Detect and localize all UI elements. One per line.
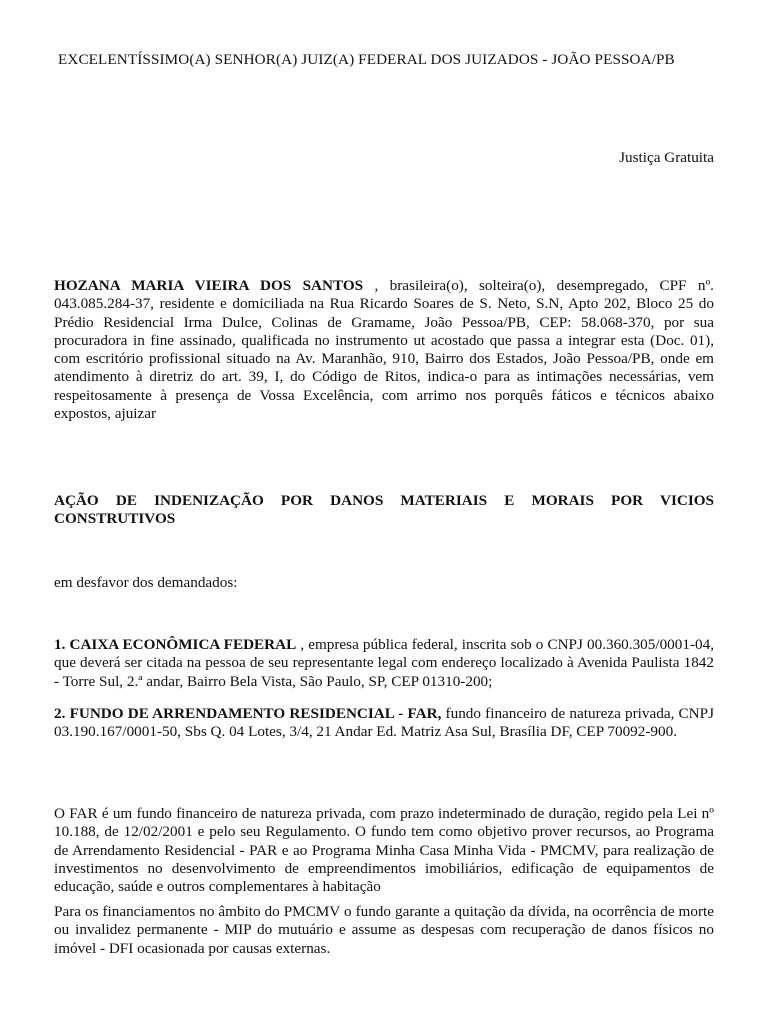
defendant-2-paragraph [54, 705, 714, 742]
court-header: EXCELENTÍSSIMO(A) SENHOR(A) JUIZ(A) FEDERAL DOS JUIZADOS - JOÃO PESSOA/PB [58, 51, 675, 68]
defendant-1-text: , empresa pública federal, inscrita sob o CNPJ 00.360.305/0001-04, que deverá ser citada na pessoa de seu representante legal com endereço localizado à Avenida Paulista 1842 - Torre Sul, 2.ª andar, Bairro Bela Vista, São Paulo, SP, CEP 01310-200; [54, 636, 714, 690]
defendant-1-paragraph [54, 636, 714, 691]
defendant-1-name: 1. CAIXA ECONÔMICA FEDERAL [54, 636, 297, 653]
desfavor-line: em desfavor dos demandados: [54, 574, 238, 591]
defendant-2-name: 2. FUNDO DE ARRENDAMENTO RESIDENCIAL - FAR, [54, 705, 442, 722]
justica-gratuita-label: Justiça Gratuita [619, 149, 714, 166]
action-title-text: AÇÃO DE INDENIZAÇÃO POR DANOS MATERIAIS E MORAIS POR VICIOS CONSTRUTIVOS [54, 492, 714, 528]
financing-paragraph: Para os financiamentos no âmbito do PMCMV o fundo garante a quitação da dívida, na ocorrência de morte ou invalidez permanente - MIP do mutuário e assume as despesas com recuperação de danos físicos no imóvel - DFI ocasionada por causas externas. [54, 903, 714, 957]
action-title [54, 492, 714, 529]
plaintiff-qualification-text: , brasileira(o), solteira(o), desempregado, CPF nº. 043.085.284-37, residente e domiciliada na Rua Ricardo Soares de S. Neto, S.N, Apto 202, Bloco 25 do Prédio Residencial Irma Dulce, Colinas de Gramame, João Pessoa/PB, CEP: 58.068-370, por sua procuradora in fine assinado, qualificada no instrumento ut acostado que passa a integrar esta (Doc. 01), com escritório profissional situado na Av. Maranhão, 910, Bairro dos Estados, João Pessoa/PB, onde em atendimento à diretriz do art. 39, I, do Código de Ritos, indica-o para as intimações necessárias, vem respeitosamente à presença de Vossa Excelência, com arrimo nos porquês fáticos e técnicos abaixo expostos, ajuizar [54, 277, 714, 423]
plaintiff-qualification-paragraph [54, 277, 714, 423]
plaintiff-name: HOZANA MARIA VIEIRA DOS SANTOS [54, 277, 364, 294]
defendant-2-text: fundo financeiro de natureza privada, CNPJ 03.190.167/0001-50, Sbs Q. 04 Lotes, 3/4, 21 Andar Ed. Matriz Asa Sul, Brasília DF, CEP 70092-900. [54, 705, 715, 741]
far-description-paragraph: O FAR é um fundo financeiro de natureza privada, com prazo indeterminado de duração, regido pela Lei nº 10.188, de 12/02/2001 e pelo seu Regulamento. O fundo tem como objetivo prover recursos, ao Programa de Arrendamento Residencial - PAR e ao Programa Minha Casa Minha Vida - PMCMV, para realização de investimentos no desenvolvimento de empreendimentos imobiliários, edificação de equipamentos de educação, saúde e outros complementares à habitação [54, 805, 714, 896]
